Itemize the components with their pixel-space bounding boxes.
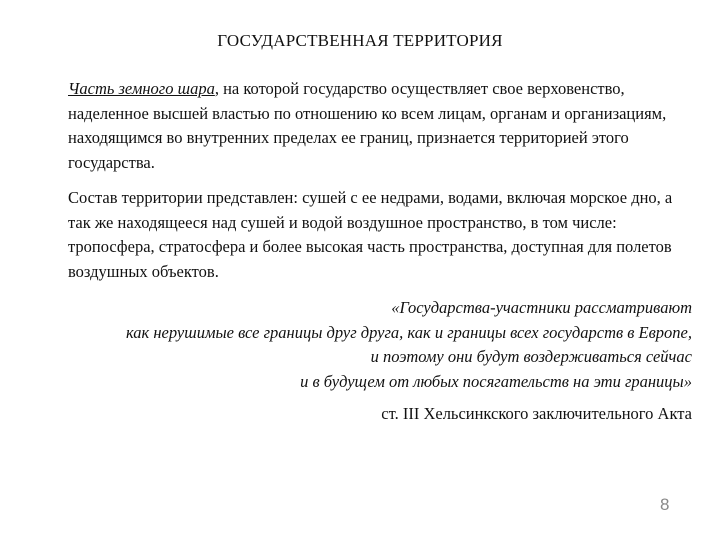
slide-title: ГОСУДАРСТВЕННАЯ ТЕРРИТОРИЯ xyxy=(217,31,503,50)
quote-line: как нерушимые все границы друг друга, как и границы всех государств в Европе, xyxy=(125,322,692,342)
definition-paragraph xyxy=(68,77,698,175)
composition-paragraph: Состав территории представлен: сушей с ее недрами, водами, включая морское дно, а так же находящееся над сушей и водой воздушное пространство, в том числе: тропосфера, стратосфера и более высокая часть пространства, доступная для полетов воздушных объектов. xyxy=(68,188,673,281)
quote-line: и в будущем от любых посягательств на эти границы» xyxy=(300,371,692,391)
quote-line: и поэтому они будут воздерживаться сейчас xyxy=(370,347,692,366)
quote-line: «Государства-участники рассматривают xyxy=(391,298,692,317)
defined-term: Часть земного шара xyxy=(68,79,215,98)
definition-text: , на которой государство осуществляет свое верховенство, наделенное высшей властью по отношению ко всем лицам, органам и организациям, находящимся во внутренних пределах ее границ, признается территорией этого государства. xyxy=(68,79,667,172)
helsinki-quote xyxy=(52,296,692,394)
quote-source: ст. III Хельсинкского заключительного Акта xyxy=(381,404,692,423)
page-number: 8 xyxy=(660,495,670,514)
